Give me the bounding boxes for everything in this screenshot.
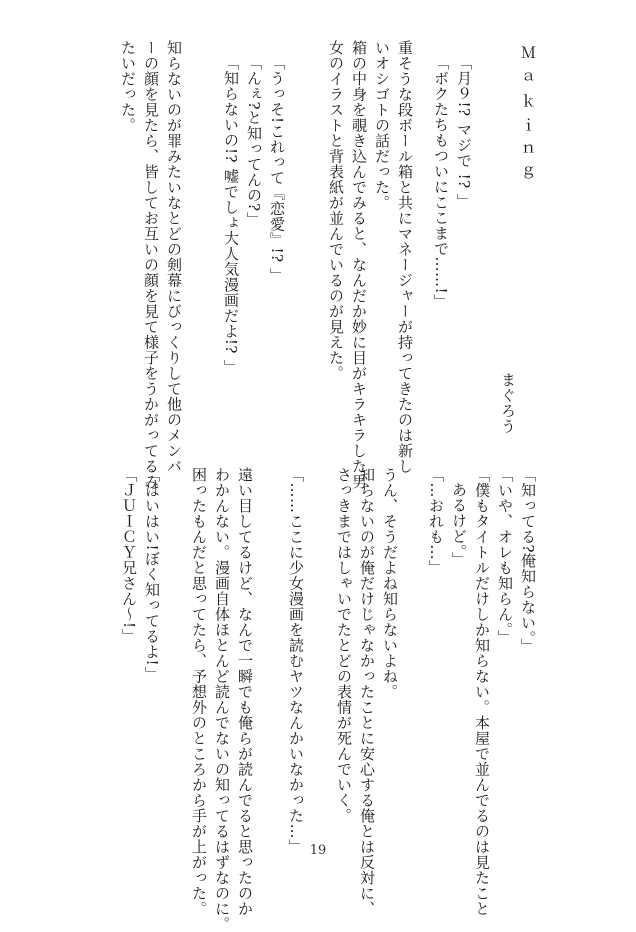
text-line: あるけど。」 [450,482,468,568]
text-line: たいだった。 [119,40,137,133]
story-title: Ｍａｋｉｎｇ [519,45,537,189]
page-number: 19 [309,843,327,858]
author-name: まぐろう [499,372,517,434]
text-line: ーの顔を見たら、皆してお互いの顔を見て様子をうかがってるみ [142,40,160,490]
text-line: 「僕もタイトルだけしか知らない。本屋で並んでるのは見たこと [473,467,491,917]
text-line: 「知らないの!? 嘘でしょ大人気漫画だよ!? 」 [222,55,240,375]
text-line: 困ったもんだと思ってたら、予想外のところから手が上がった。 [190,467,208,917]
text-line: うん、そうだよね知らないよね。 [381,467,399,700]
text-line: 「月９!? マジで !? 」 [455,55,473,210]
text-line: 重そうな段ボール箱と共にマネージャーが持ってきたのは新し [396,40,414,474]
text-line: 知らないのが罪みたいなとどの剣幕にびっくりして他のメンバ [165,40,183,474]
text-line: 遠い目してるけど、なんで一瞬でも俺らが読んでると思ったのか [236,467,254,917]
text-line: 「ＪＵＩＣＹ兄さん～!」 [120,467,138,645]
text-line: 「んぇ?と知ってんの?」 [245,55,263,228]
text-line: さっきまではしゃいでたとどの表情が死んでいく。 [335,467,353,824]
text-line: 「うっそ!これって『恋愛』!? 」 [268,55,286,284]
text-line: 「ボクたちもついにここまで……!」 [432,55,450,310]
text-line: 女のイラストと背表紙が並んでいるのが見えた。 [327,40,345,381]
text-line: 知らないのが俺だけじゃなかったことに安心する俺とは反対に、 [358,467,376,917]
text-line: 箱の中身を覗き込んでみると、なんだか妙に目がキラキラした男 [350,40,368,490]
text-line: わかんない。漫画自体ほとんど読んでないの知ってるはずなのに。 [213,467,231,932]
text-line: 「……ここに少女漫画を読むヤツなんかいなかった…」 [287,467,305,855]
text-line: いオシゴトの話だった。 [373,40,391,211]
text-line: 「はいはい!ぼく知ってるよ!」 [143,467,161,682]
text-line: 「いや、オレも知らん。」 [496,467,514,646]
text-line: 「…おれも…」 [427,467,445,576]
text-line: 「知ってる?俺知らない。」 [519,467,537,655]
